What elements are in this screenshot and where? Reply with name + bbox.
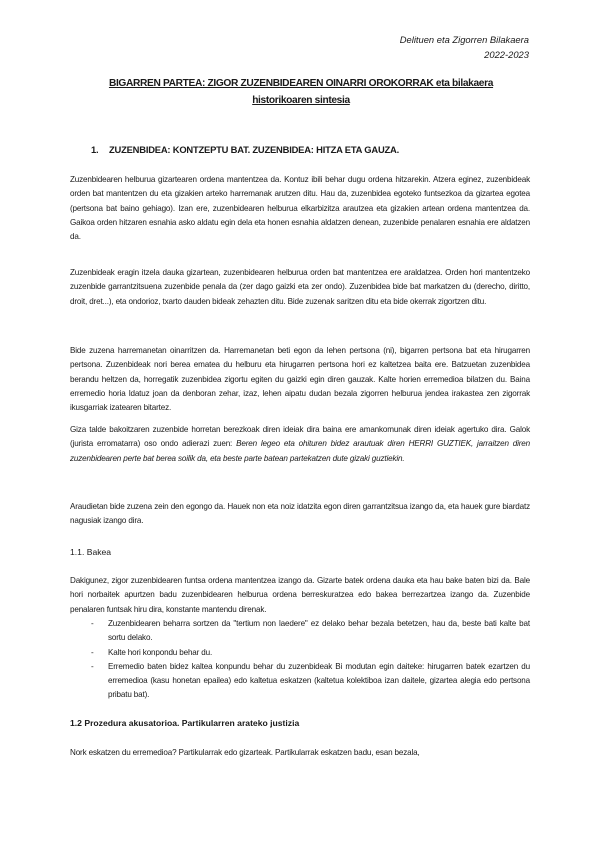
paragraph-2: Zuzenbideak eragin itzela dauka gizartean, zuzenbidearen helburua orden bat mantentzea ere araldatzea. Orden hori mantentzeko zuzenbide garrantzitsuena zuzenbide penala da (zer dago gaizki eta zer ondo). Zuzenbidea bide bat markatzen du (derecho, diritto, droit, dret...), eta ondorioz, txarto dauden bideak zehazten ditu. Bide zuzenak saritzen ditu eta bide okerrak zigortzen ditu. — [70, 268, 530, 306]
paragraph-5: Araudietan bide zuzena zein den egongo da. Hauek non eta noiz idatzita egon diren garrantzitsua izango da, eta hauek gure biardatz nagusiak izango dira. — [70, 502, 530, 526]
subsection-heading-1-1: 1.1. Bakea — [70, 547, 112, 557]
list-item-text: Zuzenbidearen beharra sortzen da "tertium non laedere" ez delako behar bezala betetzen, hau da, beste bati kalte bat sortu delako. — [108, 619, 530, 643]
paragraph-1: Zuzenbidearen helburua gizartearen ordena mantentzea da. Kontuz ibili behar dugu ordena hitzarekin. Atzera eginez, zuzenbideak orden bat mantentzen du eta gizakien arteko harremanak arutzen ditu. Hau da, zuzenbidea egoteko funtsezkoa da gizartea egotea (pertsona bat baino gehiago). Izan ere, zuzenbidearen helburua elkarbizitza arautzea eta gizakien artean ordena mantentzea da. Gaikoa orden hitzaren esnahia asko aldatu egin dela eta honen esnahia aldatzen denean, zuzenbide penalaren esnahia ere aldatzen da. — [70, 175, 530, 242]
list-item-text: Erremedio baten bidez kaltea konpundu behar du zuzenbideak Bi modutan egin daiteke: hirugarren batek ezartzen du erremedioa (kasu honetan epailea) edo kaltetua eskatzen (kaltetua kolektiboa izan daitele, gizartea alegia edo pertsona pribatu bat). — [108, 661, 530, 700]
section-heading — [91, 144, 399, 155]
paragraph-4-text: Giza talde bakoitzaren zuzenbide horretan berezkoak diren ideiak dira baina ere amankomunak diren ideiak agertuko dira. Galok (jurista erromatarra) oso ondo adierazi zuen: — [70, 425, 530, 449]
document-title — [70, 76, 532, 109]
header-year: 2022-2023 — [484, 48, 529, 60]
dash-marker: - — [91, 661, 94, 671]
paragraph-4 — [70, 423, 530, 466]
bullet-list — [70, 617, 530, 703]
section-title: ZUZENBIDEA: KONTZEPTU BAT. ZUZENBIDEA: HITZA ETA GAUZA. — [109, 144, 400, 155]
list-item — [70, 660, 530, 703]
section-number: 1. — [91, 144, 99, 155]
paragraph-3: Bide zuzena harremanetan oinarritzen da. Harremanetan beti egon da lehen pertsona (ni), bigarren pertsona bat eta hirugarren pertsona. Zuzenbideak nori berea ematea du helburu eta hirugarren pertsona hori ez kaltetzea baita ere. Batzuetan zuzenbidea berandu heltzen da, horregatik zuzenbidea zigortu egiten du gaizki egin diren gauzak. Kalte horien erremedioa bilatzen du. Baina erremedio horia ldatuz joan da denboran zehar, izaz, lehen aipatu dudan bezala zigorren helburua jendea irakastea zen zigorrak ikusgarriak izatearen bitartez. — [70, 346, 530, 413]
subsection-heading-1-2: 1.2 Prozedura akusatorioa. Partikularren arateko justizia — [70, 718, 300, 728]
title-line-1: BIGARREN PARTEA: ZIGOR ZUZENBIDEAREN OINARRI OROKORRAK eta bilakaera — [108, 78, 494, 89]
list-item-text: Kalte hori konpondu behar du. — [108, 647, 213, 657]
paragraph-7: Nork eskatzen du erremedioa? Partikularrak edo gizarteak. Partikularrak eskatzen badu, esan bezala, — [70, 748, 420, 757]
dash-marker: - — [91, 647, 94, 657]
paragraph-4-quote: Beren legeo eta ohituren bidez arautuak diren HERRI GUZTIEK, jarraitzen diren zuzenbidearen perte bat berea soilik da, eta beste parte batean partekatzen dute gizaki guztiekin. — [70, 439, 530, 463]
header-course: Delituen eta Zigorren Bilakaera — [399, 34, 529, 45]
paragraph-6: Dakigunez, zigor zuzenbidearen funtsa ordena mantentzea izango da. Gizarte batek ordena dauka eta hau bake baten bizi da. Bale hori norbaitek apurtzen badu zuzenbidearen helburua ordena berreskuratzea edo bakea berrezartzea izango da. Zuzenbide penalaren funtsak hiru dira, konstante mantendu direnak. — [70, 576, 530, 614]
dash-marker: - — [91, 619, 94, 628]
page-header — [400, 33, 529, 62]
list-item — [70, 617, 530, 646]
list-item — [70, 646, 530, 660]
title-line-2: historikoaren sintesia — [252, 94, 350, 106]
